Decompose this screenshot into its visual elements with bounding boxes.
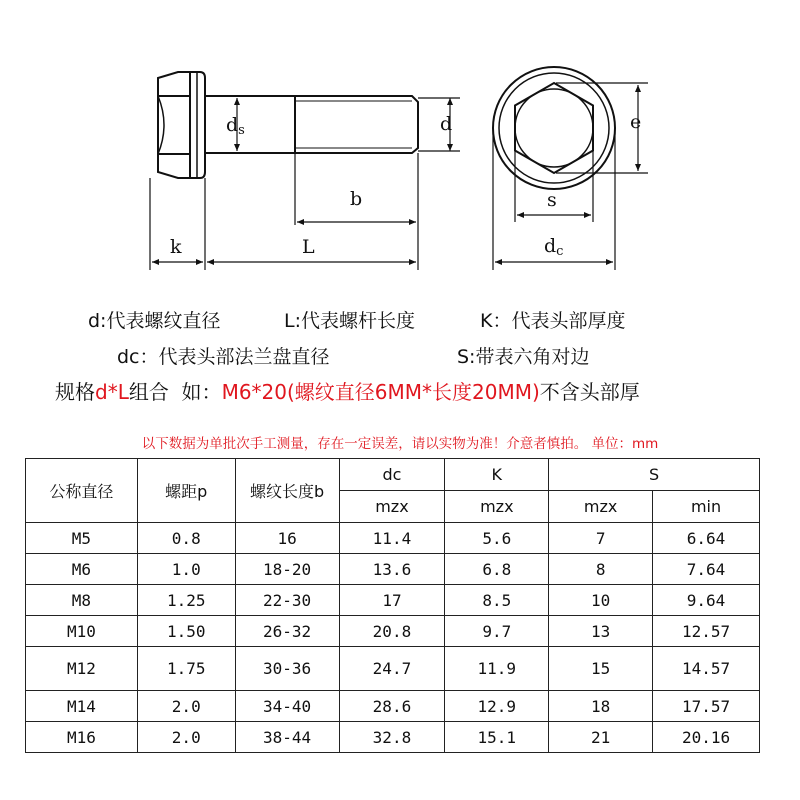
table-cell: 34-40 [235, 691, 339, 722]
table-cell: M12 [26, 647, 138, 691]
legend-S: S:带表六角对边 [457, 346, 590, 368]
spec-example: M6*20(螺纹直径6MM*长度20MM) [221, 380, 540, 404]
table-cell: 13 [549, 616, 653, 647]
table-cell: 9.7 [445, 616, 549, 647]
table-cell: 12.9 [445, 691, 549, 722]
table-cell: 17.57 [653, 691, 760, 722]
table-cell: 10 [549, 585, 653, 616]
bolt-drawing [0, 0, 800, 300]
table-cell: M6 [26, 554, 138, 585]
table-cell: 5.6 [445, 523, 549, 554]
legend-L: L:代表螺杆长度 [284, 310, 415, 332]
dc-label: dc [544, 235, 564, 259]
subheader-s-min: min [653, 491, 760, 523]
table-cell: M5 [26, 523, 138, 554]
table-cell: 18-20 [235, 554, 339, 585]
spec-table [25, 458, 760, 753]
table-cell: 1.25 [137, 585, 235, 616]
table-cell: 1.0 [137, 554, 235, 585]
spec-mid: 组合 如： [128, 380, 222, 404]
table-cell: 24.7 [339, 647, 445, 691]
table-cell: M8 [26, 585, 138, 616]
table-cell: M14 [26, 691, 138, 722]
table-cell: M16 [26, 722, 138, 753]
header-pitch: 螺距p [137, 459, 235, 523]
bolt-end-view [493, 67, 615, 189]
table-cell: 22-30 [235, 585, 339, 616]
table-cell: 0.8 [137, 523, 235, 554]
legend-K: K：代表头部厚度 [480, 310, 626, 332]
s-label: s [547, 189, 557, 211]
spec-line [55, 376, 640, 405]
subheader-dc-max: mzx [339, 491, 445, 523]
table-row [26, 585, 760, 616]
b-label: b [350, 188, 363, 210]
table-cell: 16 [235, 523, 339, 554]
table-cell: 15.1 [445, 722, 549, 753]
table-cell: 8 [549, 554, 653, 585]
table-row [26, 647, 760, 691]
header-nominal: 公称直径 [26, 459, 138, 523]
table-body [26, 523, 760, 753]
table-cell: 6.8 [445, 554, 549, 585]
table-cell: 14.57 [653, 647, 760, 691]
table-cell: 7 [549, 523, 653, 554]
table-cell: 17 [339, 585, 445, 616]
header-thread-length: 螺纹长度b [235, 459, 339, 523]
table-cell: 12.57 [653, 616, 760, 647]
legend-dc: dc：代表头部法兰盘直径 [117, 346, 330, 368]
table-cell: 38-44 [235, 722, 339, 753]
table-row [26, 554, 760, 585]
ds-label: ds [226, 114, 245, 138]
e-label: e [630, 111, 642, 133]
subheader-k-max: mzx [445, 491, 549, 523]
table-cell: 9.64 [653, 585, 760, 616]
table-row [26, 616, 760, 647]
spec-formula: d*L [95, 380, 129, 404]
table-cell: 18 [549, 691, 653, 722]
table-cell: 20.16 [653, 722, 760, 753]
table-cell: 2.0 [137, 722, 235, 753]
table-cell: 6.64 [653, 523, 760, 554]
spec-suffix: 不含头部厚 [539, 380, 640, 404]
table-cell: 11.4 [339, 523, 445, 554]
table-cell: 1.75 [137, 647, 235, 691]
table-cell: 32.8 [339, 722, 445, 753]
table-cell: M10 [26, 616, 138, 647]
table-row [26, 523, 760, 554]
table-cell: 15 [549, 647, 653, 691]
table-cell: 21 [549, 722, 653, 753]
header-k: K [445, 459, 549, 491]
table-row [26, 722, 760, 753]
table-cell: 13.6 [339, 554, 445, 585]
table-cell: 26-32 [235, 616, 339, 647]
legend-d: d:代表螺纹直径 [88, 310, 221, 332]
table-cell: 28.6 [339, 691, 445, 722]
subheader-s-max: mzx [549, 491, 653, 523]
table-cell: 7.64 [653, 554, 760, 585]
spec-prefix: 规格 [55, 380, 95, 404]
table-cell: 8.5 [445, 585, 549, 616]
table-cell: 1.50 [137, 616, 235, 647]
L-label: L [302, 236, 315, 258]
header-dc: dc [339, 459, 445, 491]
header-s: S [549, 459, 760, 491]
table-cell: 2.0 [137, 691, 235, 722]
table-cell: 11.9 [445, 647, 549, 691]
k-label: k [170, 236, 182, 258]
bolt-side-view [158, 72, 418, 178]
measurement-note: 以下数据为单批次手工测量，存在一定误差，请以实物为准！介意者慎拍。 单位：mm [141, 436, 659, 452]
table-row [26, 691, 760, 722]
table-cell: 20.8 [339, 616, 445, 647]
d-label: d [440, 113, 453, 135]
table-cell: 30-36 [235, 647, 339, 691]
